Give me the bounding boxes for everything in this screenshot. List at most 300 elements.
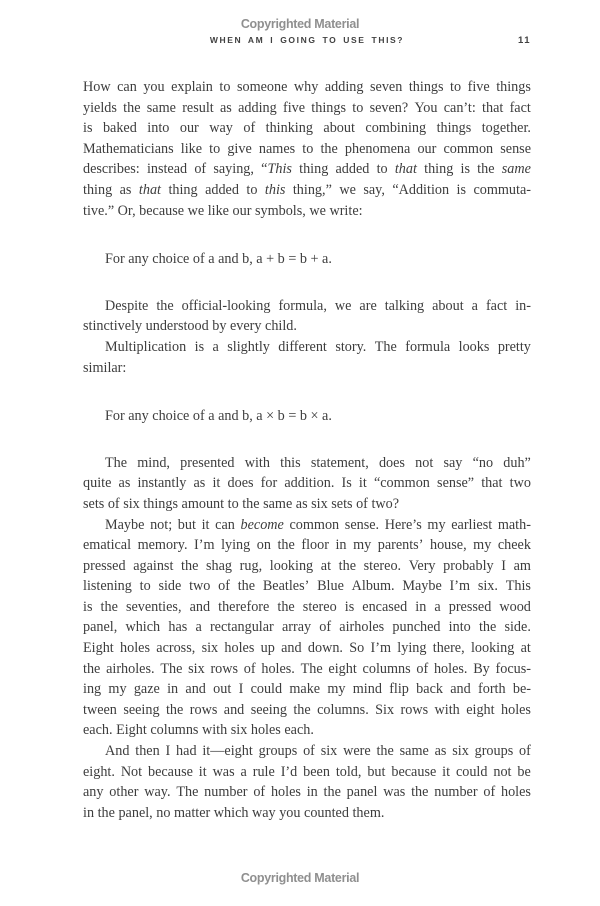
text-run: can xyxy=(117,79,137,95)
word xyxy=(370,98,409,119)
word xyxy=(150,515,172,536)
word xyxy=(365,118,426,139)
word xyxy=(311,98,346,119)
word xyxy=(219,77,230,98)
text-run: say xyxy=(443,454,463,471)
word xyxy=(378,535,424,556)
text-line xyxy=(83,535,531,556)
italic-text: same xyxy=(501,161,531,178)
word xyxy=(513,679,531,700)
text-run: to xyxy=(209,140,221,157)
text-line xyxy=(83,679,531,700)
word xyxy=(367,762,385,783)
paragraph xyxy=(83,741,531,823)
text-run: I’m xyxy=(370,640,392,657)
text-run: Multiplication xyxy=(105,338,187,355)
word xyxy=(239,679,244,700)
word xyxy=(349,638,364,659)
word xyxy=(466,700,494,721)
text-run: to xyxy=(450,79,462,95)
text-line xyxy=(83,98,531,119)
word xyxy=(209,118,233,139)
word xyxy=(253,782,265,803)
text-run: stinctively understood by every child. xyxy=(83,318,297,335)
word xyxy=(108,679,126,700)
text-run: I’d xyxy=(280,763,298,780)
word xyxy=(496,77,531,98)
text-run: as xyxy=(193,475,206,492)
text-run: I’m xyxy=(194,537,215,554)
word xyxy=(105,515,144,536)
text-run: could xyxy=(250,681,283,698)
text-run: is xyxy=(194,338,205,355)
word xyxy=(224,638,254,659)
page-number: 11 xyxy=(517,35,531,46)
word xyxy=(182,296,271,317)
word xyxy=(450,679,471,700)
text-run: to xyxy=(376,161,388,178)
text-run: I’m xyxy=(449,578,471,595)
word xyxy=(261,159,292,180)
text-run: holes xyxy=(501,701,531,718)
word xyxy=(182,98,214,119)
word xyxy=(126,597,182,618)
text-run: things xyxy=(496,79,531,95)
text-run: similar: xyxy=(83,359,127,376)
text-run: common xyxy=(443,140,494,157)
word xyxy=(137,453,170,474)
italic-text: that xyxy=(138,181,161,198)
word xyxy=(83,139,174,160)
word xyxy=(105,453,127,474)
text-run: holes xyxy=(270,784,301,801)
text-run: phenomena xyxy=(344,140,411,157)
text-line xyxy=(83,515,531,536)
word xyxy=(83,535,131,556)
text-run: the xyxy=(83,660,101,677)
word xyxy=(409,556,436,577)
text-run: my xyxy=(108,681,127,698)
text-run: holes xyxy=(224,640,255,657)
text-run: of xyxy=(303,743,315,760)
word xyxy=(444,98,476,119)
text-run: ematical xyxy=(83,537,132,554)
word xyxy=(188,659,205,680)
word xyxy=(266,118,313,139)
text-run: in xyxy=(167,681,179,698)
word xyxy=(435,741,447,762)
text-run: focus- xyxy=(495,660,531,677)
text-line xyxy=(83,77,531,98)
word xyxy=(120,180,132,201)
text-run: I xyxy=(238,681,244,698)
text-run: columns. xyxy=(317,701,369,718)
text-run: pressed xyxy=(83,557,126,574)
text-run: presented xyxy=(180,454,235,471)
text-run: earliest xyxy=(451,516,493,533)
word xyxy=(328,659,356,680)
text-run: math- xyxy=(497,516,531,533)
text-run: things xyxy=(436,120,472,137)
text-run: the xyxy=(237,578,256,595)
word xyxy=(176,741,197,762)
text-run: at xyxy=(520,640,531,657)
text-run: back xyxy=(416,681,443,698)
text-run: as xyxy=(219,99,232,116)
text-run: seven? xyxy=(369,99,409,116)
paragraph xyxy=(83,296,531,337)
text-run: of xyxy=(483,784,496,801)
word xyxy=(392,617,440,638)
text-line xyxy=(83,700,531,721)
word xyxy=(342,473,352,494)
text-run: slightly xyxy=(227,338,270,355)
word xyxy=(353,535,371,556)
word xyxy=(311,453,369,474)
word xyxy=(121,762,142,783)
text-run: By xyxy=(473,660,490,677)
text-run: statement, xyxy=(310,454,369,471)
text-line xyxy=(83,617,531,638)
text-run: gaze xyxy=(133,681,160,698)
text-run: six xyxy=(452,743,469,760)
text-run: the xyxy=(320,140,338,157)
word xyxy=(370,77,402,98)
text-run: about xyxy=(432,297,464,314)
text-line xyxy=(83,803,531,824)
word xyxy=(434,597,440,618)
text-run: way xyxy=(209,120,233,137)
word xyxy=(281,762,298,783)
word xyxy=(303,762,330,783)
text-run: say, xyxy=(363,181,385,198)
word xyxy=(218,576,230,597)
word xyxy=(147,118,169,139)
word xyxy=(185,679,206,700)
text-line xyxy=(83,316,531,337)
word xyxy=(321,741,338,762)
text-run: Beatles’ xyxy=(262,578,310,595)
text-run: encased xyxy=(362,598,408,615)
text-line xyxy=(83,576,531,597)
word xyxy=(220,98,232,119)
text-run: like xyxy=(180,140,203,157)
word xyxy=(278,337,327,358)
text-run: this xyxy=(280,454,301,471)
text-run: sense xyxy=(500,140,531,157)
text-run: of xyxy=(218,578,230,595)
text-run: in- xyxy=(515,297,531,314)
text-run: two xyxy=(189,578,211,595)
word xyxy=(195,337,204,358)
word xyxy=(414,98,437,119)
word xyxy=(416,679,443,700)
word xyxy=(459,337,490,358)
text-run: up xyxy=(260,640,275,657)
text-run: floor xyxy=(301,537,329,554)
text-run: the xyxy=(323,784,341,801)
formula-line: For any choice of a and b, a + b = b + a. xyxy=(105,251,332,268)
text-run: sets of six things amount to the same as six sets of two? xyxy=(83,495,400,512)
word xyxy=(335,337,366,358)
text-run: as xyxy=(434,743,447,760)
word xyxy=(457,180,466,201)
text-run: Not xyxy=(120,763,143,780)
word xyxy=(263,576,309,597)
word xyxy=(327,679,345,700)
text-run: the xyxy=(293,701,311,718)
text-run: mind xyxy=(352,681,382,698)
word xyxy=(437,473,474,494)
text-line xyxy=(83,720,531,741)
word xyxy=(482,98,503,119)
word xyxy=(375,337,397,358)
word xyxy=(125,617,160,638)
text-run: parents’ xyxy=(377,537,424,554)
text-run: be xyxy=(517,763,531,780)
word xyxy=(383,782,405,803)
word xyxy=(257,535,271,556)
word xyxy=(432,296,464,317)
text-run: my xyxy=(353,537,372,554)
word xyxy=(498,337,531,358)
word xyxy=(409,77,444,98)
word xyxy=(375,700,394,721)
word xyxy=(204,782,247,803)
text-run: adding xyxy=(324,79,364,95)
text-run: and xyxy=(223,701,245,718)
text-run: there, xyxy=(432,640,465,657)
text-run: sense” xyxy=(437,475,475,492)
text-run: are xyxy=(359,297,377,314)
text-run: had xyxy=(176,743,197,760)
word xyxy=(278,296,326,317)
text-run: saying, xyxy=(213,161,254,178)
text-run: and xyxy=(450,681,471,698)
word xyxy=(479,617,496,638)
text-run: Maybe xyxy=(105,516,145,533)
word xyxy=(324,782,341,803)
word xyxy=(283,98,305,119)
word xyxy=(190,700,218,721)
word xyxy=(83,159,140,180)
word xyxy=(435,700,460,721)
text-run: is xyxy=(83,120,93,137)
word xyxy=(506,576,531,597)
text-run: way. xyxy=(144,784,171,801)
text-run: therefore xyxy=(218,598,270,615)
word xyxy=(240,556,262,577)
word xyxy=(277,597,294,618)
word xyxy=(405,337,450,358)
word xyxy=(143,77,164,98)
text-run: it xyxy=(198,763,207,780)
text-run: listening xyxy=(83,578,132,595)
word xyxy=(443,139,493,160)
text-run: thing,” xyxy=(292,181,332,198)
text-run: baked xyxy=(102,120,137,137)
word xyxy=(510,473,531,494)
word xyxy=(156,296,173,317)
word xyxy=(371,638,392,659)
text-run: a xyxy=(195,619,202,636)
word xyxy=(212,473,220,494)
text-run: someone xyxy=(236,79,288,95)
text-run: down. xyxy=(307,640,343,657)
word xyxy=(261,638,275,659)
word xyxy=(347,782,378,803)
word xyxy=(176,782,198,803)
word xyxy=(415,597,426,618)
text-line xyxy=(83,741,531,762)
text-run: The xyxy=(300,660,323,677)
word xyxy=(83,180,112,201)
text-run: flip xyxy=(389,681,409,698)
word xyxy=(83,617,117,638)
word xyxy=(317,576,344,597)
word xyxy=(519,741,531,762)
word xyxy=(199,762,207,783)
text-run: airholes xyxy=(339,619,385,636)
word xyxy=(213,337,219,358)
text-run: mind, xyxy=(137,454,170,471)
word xyxy=(140,576,151,597)
text-line xyxy=(83,556,531,577)
word xyxy=(251,700,287,721)
word xyxy=(83,576,132,597)
word xyxy=(238,576,255,597)
word xyxy=(498,515,531,536)
text-run: the xyxy=(477,161,495,178)
text-line xyxy=(83,597,531,618)
text-run: our xyxy=(417,140,437,157)
text-run: to xyxy=(246,181,258,198)
word xyxy=(363,659,411,680)
word xyxy=(498,535,531,556)
text-run: Album. xyxy=(351,578,395,595)
word xyxy=(471,638,514,659)
text-run: does xyxy=(378,454,405,471)
copyright-notice-bottom: Copyrighted Material xyxy=(240,871,360,885)
text-run: of xyxy=(319,619,332,636)
word xyxy=(483,782,495,803)
text-run: Blue xyxy=(317,578,344,595)
text-run: you xyxy=(143,79,165,95)
text-run: to xyxy=(302,140,314,157)
text-run: number xyxy=(434,784,478,801)
text-run: we xyxy=(339,181,356,198)
word xyxy=(202,741,252,762)
text-run: my xyxy=(427,516,446,533)
text-run: to xyxy=(352,99,364,116)
text-run: of xyxy=(243,660,256,677)
word xyxy=(139,180,161,201)
text-run: commuta- xyxy=(473,181,531,198)
word xyxy=(478,576,498,597)
text-run: in xyxy=(306,784,318,801)
word xyxy=(499,597,531,618)
text-run: same xyxy=(399,743,429,760)
word xyxy=(473,535,491,556)
text-run: the xyxy=(277,537,295,554)
word xyxy=(206,556,232,577)
word xyxy=(376,741,393,762)
word xyxy=(335,535,346,556)
word xyxy=(265,180,286,201)
word xyxy=(106,659,154,680)
word xyxy=(433,638,465,659)
word xyxy=(259,741,298,762)
word xyxy=(475,741,514,762)
text-run: is xyxy=(456,181,466,198)
text-run: talking xyxy=(384,297,425,314)
text-run: across, xyxy=(156,640,196,657)
word xyxy=(392,180,449,201)
text-run: six xyxy=(201,640,219,657)
text-run: And xyxy=(105,743,130,760)
word xyxy=(510,98,531,119)
text-run: of xyxy=(243,120,256,137)
word xyxy=(134,679,160,700)
word xyxy=(83,762,115,783)
text-run: each. Eight columns with six holes each. xyxy=(83,722,314,739)
text-line xyxy=(83,453,531,474)
word xyxy=(246,180,257,201)
word xyxy=(362,597,407,618)
word xyxy=(158,576,181,597)
italic-text: This xyxy=(267,161,292,178)
text-run: same xyxy=(146,99,176,116)
text-line xyxy=(83,159,531,180)
word xyxy=(400,741,429,762)
text-run: and xyxy=(281,640,302,657)
word xyxy=(437,118,472,139)
text-run: the xyxy=(277,598,295,615)
text-line xyxy=(83,358,531,379)
text-run: make xyxy=(289,681,321,698)
text-run: that xyxy=(481,475,503,492)
text-run: been xyxy=(303,763,330,780)
text-run: but xyxy=(367,763,386,780)
word xyxy=(245,453,270,474)
word xyxy=(301,535,329,556)
text-run: “common xyxy=(373,475,430,492)
word xyxy=(147,98,176,119)
word xyxy=(339,556,356,577)
word xyxy=(123,700,159,721)
word xyxy=(168,180,197,201)
text-run: yields xyxy=(83,99,117,116)
text-run: be- xyxy=(512,681,531,698)
word xyxy=(243,118,255,139)
text-run: duh” xyxy=(503,454,531,471)
word xyxy=(317,700,369,721)
word xyxy=(181,139,202,160)
text-run: in xyxy=(335,537,347,554)
text-run: tween xyxy=(83,701,117,718)
text-run: then xyxy=(135,743,160,760)
word xyxy=(289,679,320,700)
text-run: groups xyxy=(258,743,298,760)
text-run: into xyxy=(448,619,471,636)
word xyxy=(190,597,211,618)
word xyxy=(430,535,467,556)
text-run: together. xyxy=(481,120,531,137)
page-header xyxy=(83,35,531,49)
text-run: it xyxy=(442,763,451,780)
word xyxy=(502,159,531,180)
text-run: a xyxy=(212,338,219,355)
